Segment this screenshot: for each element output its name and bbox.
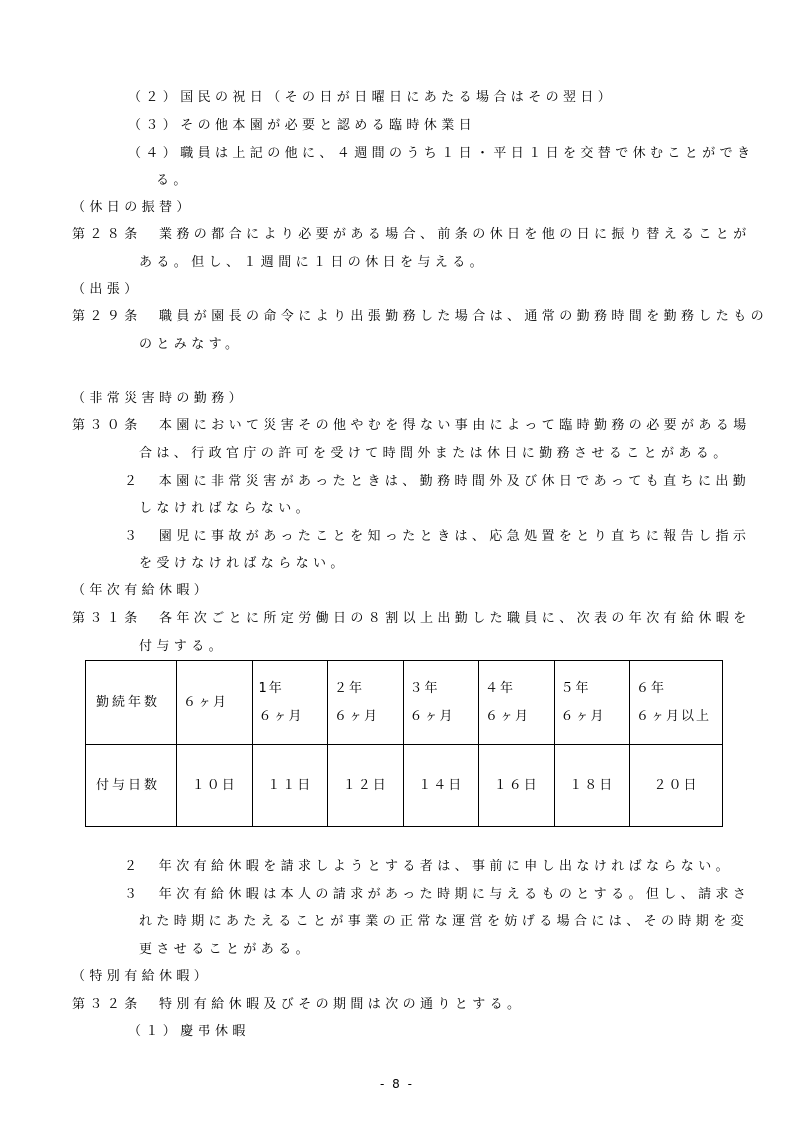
tenure-line-1: 1年 <box>258 680 284 696</box>
table-cell-tenure <box>328 661 404 745</box>
table-cell-days: １２日 <box>328 745 404 827</box>
article-31-para-3-cont: れた時期にあたえることが事業の正常な運営を妨げる場合には、その時期を変 <box>139 914 749 929</box>
table-row <box>86 661 723 745</box>
tenure-line-1: ３年 <box>409 680 440 696</box>
tenure-line-1: ４年 <box>485 680 516 696</box>
tenure-line-2: ６ヶ月 <box>560 708 606 724</box>
article-29: 第２９条 職員が園長の命令により出張勤務した場合は、通常の勤務時間を勤務したもの <box>72 309 769 324</box>
tenure-line-2: ６ヶ月 <box>409 708 455 724</box>
article-30-para-3: ３ 園児に事故があったことを知ったときは、応急処置をとり直ちに報告し指示 <box>124 529 751 544</box>
tenure-line-1: ６ヶ月 <box>183 694 229 710</box>
article-28: 第２８条 業務の都合により必要がある場合、前条の休日を他の日に振り替えることが <box>72 227 751 242</box>
table-cell-tenure <box>479 661 555 745</box>
table-cell-days: １４日 <box>403 745 479 827</box>
tenure-line-1: ２年 <box>334 680 365 696</box>
tenure-line-1: ５年 <box>560 680 591 696</box>
table-cell-tenure <box>630 661 723 745</box>
section-heading-holiday-transfer: （休日の振替） <box>72 200 194 215</box>
tenure-line-2: ６ヶ月 <box>258 708 304 724</box>
table-cell-tenure <box>554 661 630 745</box>
article-28-cont: ある。但し、１週間に１日の休日を与える。 <box>139 255 488 270</box>
table-cell-days: １０日 <box>177 745 253 827</box>
annual-leave-table <box>85 660 723 827</box>
page-number: - 8 - <box>380 1077 414 1091</box>
table-row-label-tenure: 勤続年数 <box>86 661 177 745</box>
table-cell-tenure <box>177 661 253 745</box>
holiday-item-4: （４）職員は上記の他に、４週間のうち１日・平日１日を交替で休むことができ <box>128 146 755 161</box>
article-31-para-3-cont2: 更させることがある。 <box>139 942 314 957</box>
holiday-item-3: （３）その他本園が必要と認める臨時休業日 <box>128 118 477 133</box>
table-cell-days: １６日 <box>479 745 555 827</box>
article-31-para-3: ３ 年次有給休暇は本人の請求があった時期に与えるものとする。但し、請求さ <box>124 887 751 902</box>
section-heading-business-trip: （出張） <box>72 282 142 297</box>
tenure-line-2: ６ヶ月以上 <box>636 708 712 724</box>
holiday-item-4-cont: る。 <box>156 173 191 188</box>
article-29-cont: のとみなす。 <box>139 337 243 352</box>
table-cell-days: ２０日 <box>630 745 723 827</box>
article-31: 第３１条 各年次ごとに所定労働日の８割以上出勤した職員に、次表の年次有給休暇を <box>72 611 751 626</box>
article-32: 第３２条 特別有給休暇及びその期間は次の通りとする。 <box>72 997 525 1012</box>
table-cell-days: １８日 <box>554 745 630 827</box>
article-31-para-2: ２ 年次有給休暇を請求しようとする者は、事前に申し出なければならない。 <box>124 859 734 874</box>
section-heading-emergency: （非常災害時の勤務） <box>72 391 247 406</box>
article-30-para-2-cont: しなければならない。 <box>139 501 314 516</box>
article-31-cont: 付与する。 <box>139 639 227 654</box>
table-cell-tenure <box>403 661 479 745</box>
tenure-line-2: ６ヶ月 <box>334 708 380 724</box>
article-32-item-1: （１）慶弔休暇 <box>128 1024 250 1039</box>
article-30: 第３０条 本園において災害その他やむを得ない事由によって臨時勤務の必要がある場 <box>72 418 751 433</box>
table-row-label-days: 付与日数 <box>86 745 177 827</box>
table-row <box>86 745 723 827</box>
table-cell-days: １１日 <box>252 745 328 827</box>
article-30-cont: 合は、行政官庁の許可を受けて時間外または休日に勤務させることがある。 <box>139 446 731 461</box>
section-heading-special-leave: （特別有給休暇） <box>72 969 212 984</box>
article-30-para-3-cont: を受けなければならない。 <box>139 556 348 571</box>
tenure-line-1: ６年 <box>636 680 667 696</box>
holiday-item-2: （２）国民の祝日（その日が日曜日にあたる場合はその翌日） <box>128 90 616 105</box>
tenure-line-2: ６ヶ月 <box>485 708 531 724</box>
section-heading-annual-leave: （年次有給休暇） <box>72 583 212 598</box>
table-cell-tenure <box>252 661 328 745</box>
article-30-para-2: ２ 本園に非常災害があったときは、勤務時間外及び休日であっても直ちに出勤 <box>124 474 751 489</box>
